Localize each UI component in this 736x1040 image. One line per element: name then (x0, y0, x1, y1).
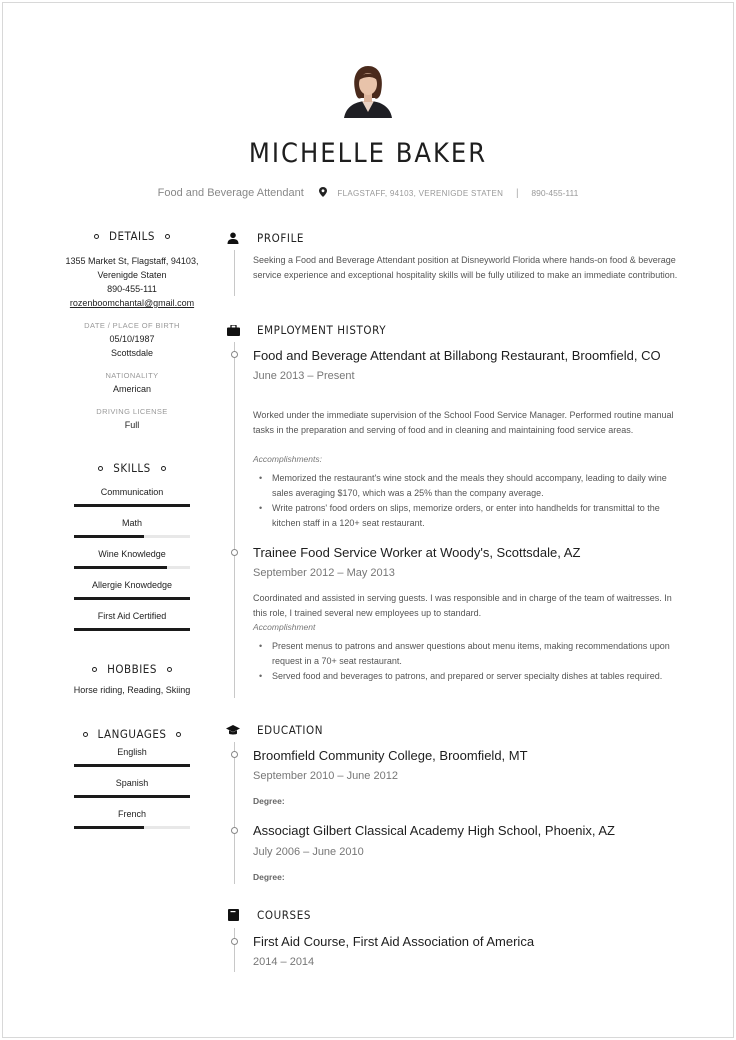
timeline-dot (231, 549, 238, 556)
job-description: Coordinated and assisted in serving guests. I was responsible and in charge of the team of waitresses. In this role, I trained several new employees up to standard. (253, 593, 672, 618)
language-level-bar (74, 795, 190, 798)
hobbies-heading: HOBBIES (64, 659, 200, 679)
timeline-dot (231, 827, 238, 834)
header-location: FLAGSTAFF, 94103, VERENIGDE STATEN (337, 189, 504, 198)
education-dates: September 2010 – June 2012 (253, 770, 398, 782)
profile-timeline (234, 250, 235, 296)
dob-value: 05/10/1987 (109, 334, 155, 344)
skill-level-bar (74, 504, 190, 507)
job-dates: June 2013 – Present (253, 370, 355, 382)
license-label: DRIVING LICENSE (96, 407, 168, 416)
accomplishment-item: • Present menus to patrons and answer questions about menu items, making recommendations upon request in a 70+ seat restaurant. (272, 639, 684, 669)
courses-timeline (234, 928, 235, 972)
course-title: First Aid Course, First Aid Association of America (253, 934, 535, 949)
job-dates: September 2012 – May 2013 (253, 567, 395, 579)
bullet-circle-icon (98, 466, 103, 471)
details-phone: 890-455-111 (107, 284, 157, 294)
accomplishment-item: • Write patrons' food orders on slips, memorize orders, or enter into handhelds for transmittal to the kitchen staff in a 120+ seat restaurant. (272, 501, 684, 531)
skills-heading: SKILLS (64, 458, 200, 478)
skill-level-fill (74, 504, 190, 507)
bullet-circle-icon (165, 234, 170, 239)
header-contact-line (0, 186, 736, 199)
course-dates: 2014 – 2014 (253, 956, 315, 968)
accomplishments-label: Accomplishments: (253, 454, 322, 464)
employment-timeline (234, 342, 235, 698)
location-pin-icon (319, 187, 327, 197)
skills-list (64, 476, 200, 631)
address-line-1: 1355 Market St, Flagstaff, 94103, (65, 256, 199, 266)
skill-level-fill (74, 628, 190, 631)
nationality-label: NATIONALITY (105, 371, 159, 380)
language-level-bar (74, 764, 190, 767)
skill-item (64, 569, 200, 600)
bullet-circle-icon (161, 466, 166, 471)
employment-heading: EMPLOYMENT HISTORY (226, 322, 386, 338)
hobbies-text: Horse riding, Reading, Skiing (73, 685, 191, 695)
language-name: Spanish (115, 778, 149, 788)
education-timeline (234, 742, 235, 884)
accomplishment-item: • Memorized the restaurant's wine stock and the meals they should accompany, leading to daily wine sales averaging $170, which was a 25% than the company average. (272, 471, 684, 501)
timeline-dot (231, 751, 238, 758)
accomplishments-label: Accomplishment (253, 622, 316, 632)
left-column (64, 226, 200, 829)
language-level-bar (74, 826, 190, 829)
profile-heading: PROFILE (226, 230, 304, 246)
header-job-title: Food and Beverage Attendant (157, 187, 304, 199)
language-level-fill (74, 795, 190, 798)
skill-level-bar (74, 628, 190, 631)
skill-level-bar (74, 597, 190, 600)
courses-heading: COURSES (226, 907, 311, 923)
accomplishments-list (272, 471, 684, 531)
profile-photo (340, 62, 396, 118)
license-value: Full (124, 420, 140, 430)
job-title: Trainee Food Service Worker at Woody's, Scottsdale, AZ (253, 545, 581, 560)
languages-heading: LANGUAGES (64, 724, 200, 744)
job-description: Worked under the immediate supervision of the School Food Service Manager. Performed routine manual tasks in the preparation and serving of food and in cleaning and maintaining food service areas. (253, 410, 674, 435)
bullet-circle-icon (83, 732, 88, 737)
degree-label: Degree: (253, 872, 285, 882)
dob-label: DATE / PLACE OF BIRTH (84, 321, 180, 330)
nationality-value: American (112, 384, 151, 394)
skill-name: Wine Knowledge (98, 549, 166, 559)
briefcase-icon (226, 323, 240, 337)
graduation-cap-icon (226, 723, 240, 737)
book-icon (226, 908, 240, 922)
language-name: English (117, 747, 147, 757)
skill-level-bar (74, 535, 190, 538)
bullet-circle-icon (94, 234, 99, 239)
details-email-link[interactable]: rozenboomchantal@gmail.com (69, 298, 195, 308)
skill-item (64, 600, 200, 631)
degree-label: Degree: (253, 796, 285, 806)
skill-item (64, 476, 200, 507)
accomplishment-item: • Served food and beverages to patrons, and prepared or server specialty dishes at tables required. (272, 669, 684, 684)
profile-text: Seeking a Food and Beverage Attendant position at Disneyworld Florida where hands-on food & beverage service experience and exceptional hospitality skills will be fully utilized to make an immediate contribution. (253, 255, 678, 280)
education-title: Broomfield Community College, Broomfield, MT (253, 748, 528, 763)
skill-name: Communication (100, 487, 164, 497)
language-name: French (117, 809, 146, 819)
header-separator: | (515, 188, 519, 199)
candidate-name: MICHELLE BAKER (248, 138, 488, 169)
language-item (64, 767, 200, 798)
education-dates: July 2006 – June 2010 (253, 846, 364, 858)
person-icon (226, 231, 240, 245)
skill-level-fill (74, 535, 144, 538)
skill-level-bar (74, 566, 190, 569)
bullet-circle-icon (167, 667, 172, 672)
education-title: Associagt Gilbert Classical Academy High School, Phoenix, AZ (253, 823, 616, 838)
skill-level-fill (74, 597, 190, 600)
header-phone: 890-455-111 (531, 188, 579, 198)
bullet-circle-icon (92, 667, 97, 672)
skill-name: Math (121, 518, 142, 528)
birthplace-value: Scottsdale (110, 348, 154, 358)
details-heading: DETAILS (64, 226, 200, 246)
language-item (64, 798, 200, 829)
address-line-2: Verenigde Staten (97, 270, 167, 280)
skill-name: Allergie Knowdedge (91, 580, 173, 590)
education-heading: EDUCATION (226, 722, 323, 738)
languages-list (64, 736, 200, 829)
timeline-dot (231, 938, 238, 945)
timeline-dot (231, 351, 238, 358)
skill-item (64, 538, 200, 569)
skill-name: First Aid Certified (97, 611, 167, 621)
language-level-fill (74, 764, 190, 767)
skill-level-fill (74, 566, 167, 569)
accomplishments-list (272, 639, 684, 684)
job-title: Food and Beverage Attendant at Billabong Restaurant, Broomfield, CO (253, 348, 661, 363)
language-level-fill (74, 826, 144, 829)
skill-item (64, 507, 200, 538)
